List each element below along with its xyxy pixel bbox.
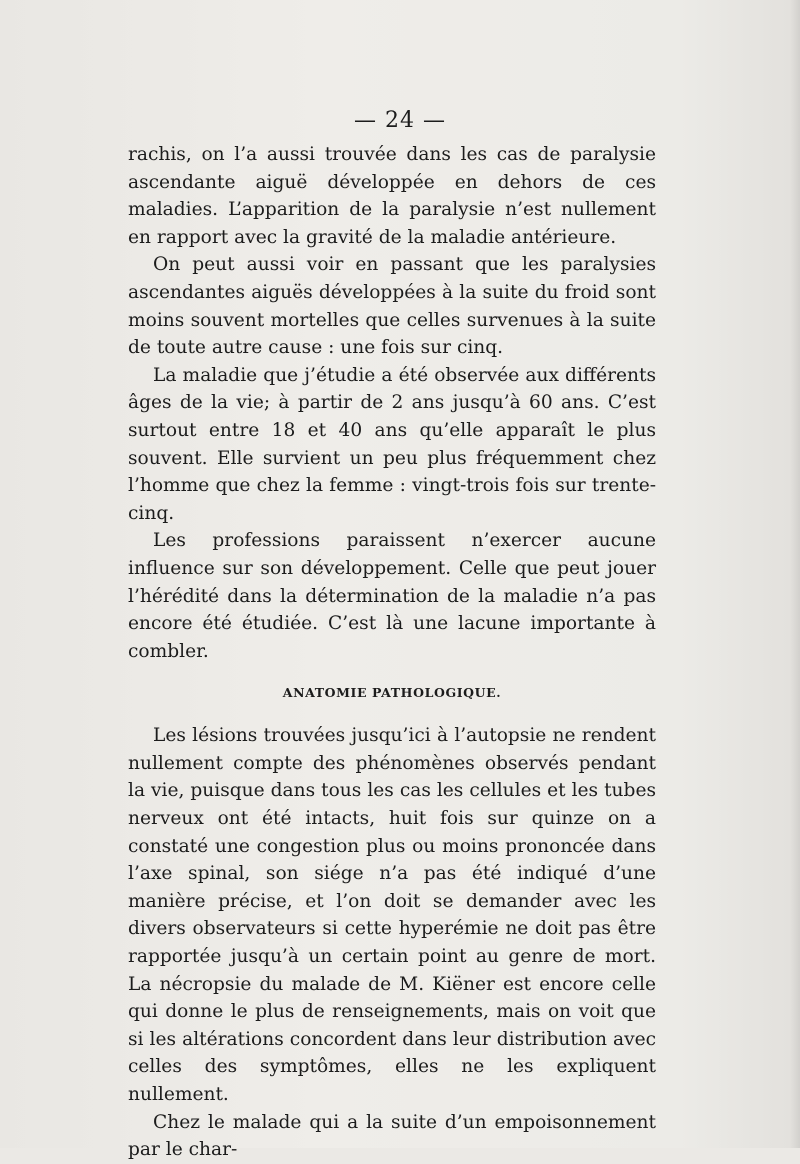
paragraph-truncated: Chez le malade qui a la suite d’un empoisonnement par le char- [128,1111,656,1161]
paragraph: La maladie que j’étudie a été observée aux différents âges de la vie; à partir de 2 ans jusqu’à 60 ans. C’est surtout entre 18 et 40 ans qu’elle apparaît le plus souvent. Elle survient un peu plus fréquemment chez l’homme que chez la femme : vingt-trois fois sur trente-cinq. [128,364,656,524]
paragraph: Les lésions trouvées jusqu’ici à l’autopsie ne rendent nullement compte des phénomènes observés pendant la vie, puisque dans tous les cas les cellules et les tubes nerveux ont été intacts, huit fois sur quinze on a constaté une congestion plus ou moins prononcée dans l’axe spinal, son siége n’a pas été indiqué d’une manière précise, et l’on doit se demander avec les divers observateurs si cette hyperémie ne doit pas être rapportée jusqu’à un certain point au genre de mort. La nécropsie du malade de M. Kiëner est encore celle qui donne le plus de renseignements, mais on voit que si les altérations concordent dans leur distribution avec celles des symptômes, elles ne les expliquent nullement. [128,725,656,1105]
page-edge-shadow [790,0,800,1148]
paragraph: On peut aussi voir en passant que les paralysies ascendantes aiguës développées à la suite du froid sont moins souvent mortelles que celles survenues à la suite de toute autre cause : une fois sur cinq. [128,254,656,359]
page-number: — 24 — [354,108,446,133]
paragraph-continued: rachis, on l’a aussi trouvée dans les cas de paralysie ascendante aiguë développée en dehors de ces maladies. L’apparition de la paralysie n’est nullement en rapport avec la gravité de la maladie antérieure. [128,144,656,248]
text-body [128,141,656,1164]
section-heading: ANATOMIE PATHOLOGIQUE. [282,685,502,701]
paragraph: Les professions paraissent n’exercer aucune influence sur son développement. Celle que peut jouer l’hérédité dans la détermination de la maladie n’a pas encore été étudiée. C’est là une lacune importante à combler. [128,530,656,662]
